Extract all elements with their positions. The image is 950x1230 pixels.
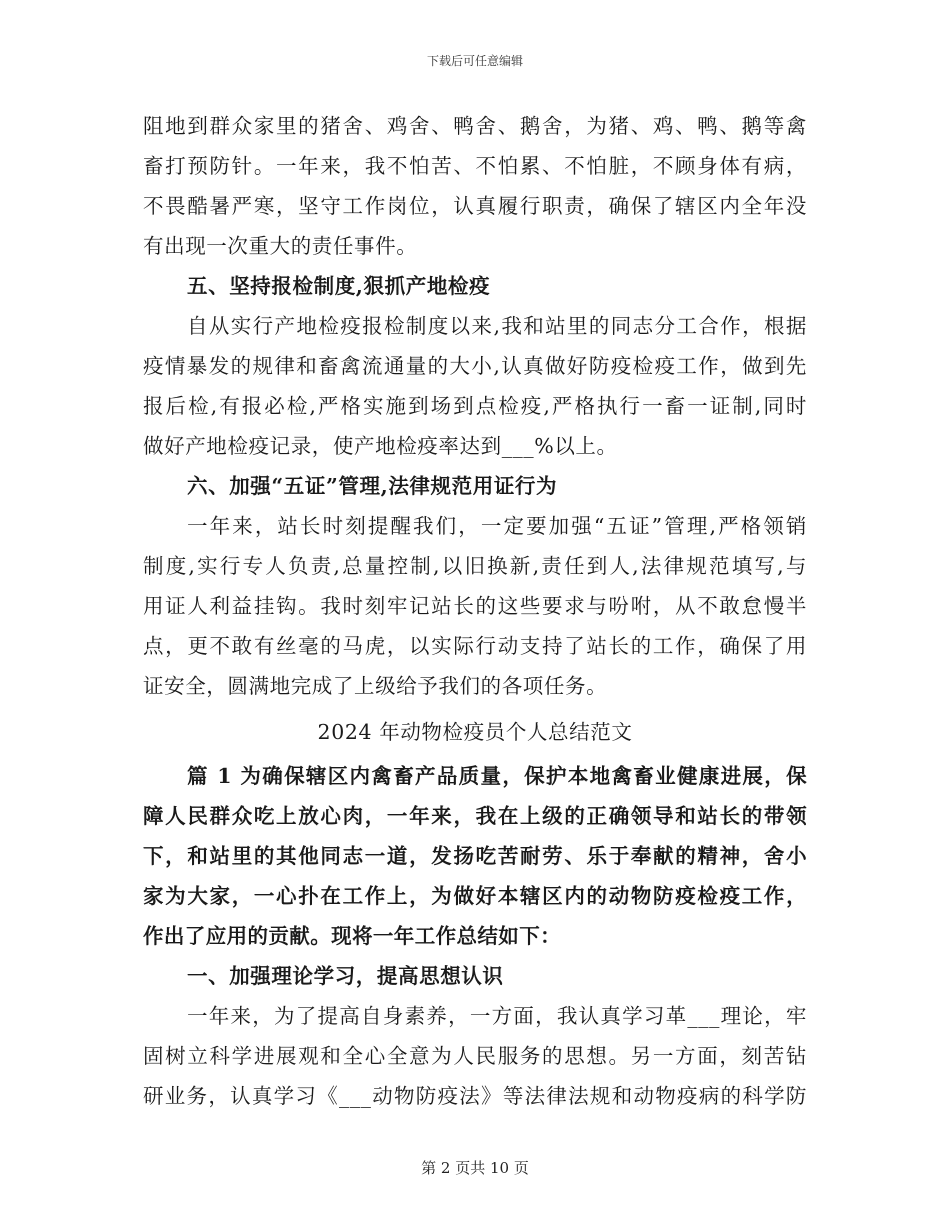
text-line: 阻地到群众家里的猪舍、鸡舍、鸭舍、鹅舍，为猪、鸡、鸭、鹅等禽 (143, 114, 807, 138)
text-line: 自从实行产地检疫报检制度以来,我和站里的同志分工合作，根据 (187, 314, 807, 338)
section-heading-6: 六、加强“五证”管理,法律规范用证行为 (187, 474, 558, 498)
text-line: 有出现一次重大的责任事件。 (143, 234, 418, 258)
paragraph-5 (143, 996, 807, 1116)
page-header: 下载后可任意编辑 (426, 54, 523, 68)
text-line: 篇 1 为确保辖区内禽畜产品质量，保护本地禽畜业健康进展，保 (187, 764, 807, 788)
text-line: 做好产地检疫记录，使产地检疫率达到___%以上。 (143, 434, 618, 458)
text-line: 报后检,有报必检,严格实施到场到点检疫,严格执行一畜一证制,同时 (143, 394, 807, 418)
text-line: 用证人利益挂钩。我时刻牢记站长的这些要求与吩咐，从不敢怠慢半 (143, 594, 807, 618)
section-heading-1: 一、加强理论学习，提高思想认识 (187, 964, 504, 988)
text-line: 畜打预防针。一年来，我不怕苦、不怕累、不怕脏，不顾身体有病， (143, 154, 807, 178)
document-body (143, 106, 807, 1116)
text-line: 一年来，为了提高自身素养，一方面，我认真学习革___理论，牢 (187, 1004, 807, 1028)
text-line: 不畏酷暑严寒，坚守工作岗位，认真履行职责，确保了辖区内全年没 (143, 194, 807, 218)
text-line: 固树立科学进展观和全心全意为人民服务的思想。另一方面，刻苦钻 (143, 1044, 807, 1068)
text-line: 障人民群众吃上放心肉，一年来，我在上级的正确领导和站长的带领 (143, 804, 807, 828)
paragraph-2 (143, 306, 807, 466)
text-line: 一年来，站长时刻提醒我们，一定要加强“五证”管理,严格领销 (187, 514, 807, 538)
text-line: 疫情暴发的规律和畜禽流通量的大小,认真做好防疫检疫工作，做到先 (143, 354, 807, 378)
text-line: 下，和站里的其他同志一道，发扬吃苦耐劳、乐于奉献的精神，舍小 (143, 844, 807, 868)
paragraph-1 (143, 106, 807, 266)
document-title: 2024 年动物检疫员个人总结范文 (317, 720, 633, 744)
text-line: 制度,实行专人负责,总量控制,以旧换新,责任到人,法律规范填写,与 (143, 554, 807, 578)
section-heading-5: 五、坚持报检制度,狠抓产地检疫 (187, 274, 491, 298)
text-line: 研业务，认真学习《___动物防疫法》等法律法规和动物疫病的科学防 (143, 1084, 807, 1108)
text-line: 家为大家，一心扑在工作上，为做好本辖区内的动物防疫检疫工作， (143, 884, 807, 908)
text-line: 作出了应用的贡献。现将一年工作总结如下： (143, 924, 561, 948)
text-line: 证安全，圆满地完成了上级给予我们的各项任务。 (143, 674, 608, 698)
paragraph-4 (143, 756, 807, 956)
page-footer: 第 2 页共 10 页 (421, 1159, 529, 1177)
text-line: 点，更不敢有丝毫的马虎，以实际行动支持了站长的工作，确保了用 (143, 634, 807, 658)
paragraph-3 (143, 506, 807, 706)
